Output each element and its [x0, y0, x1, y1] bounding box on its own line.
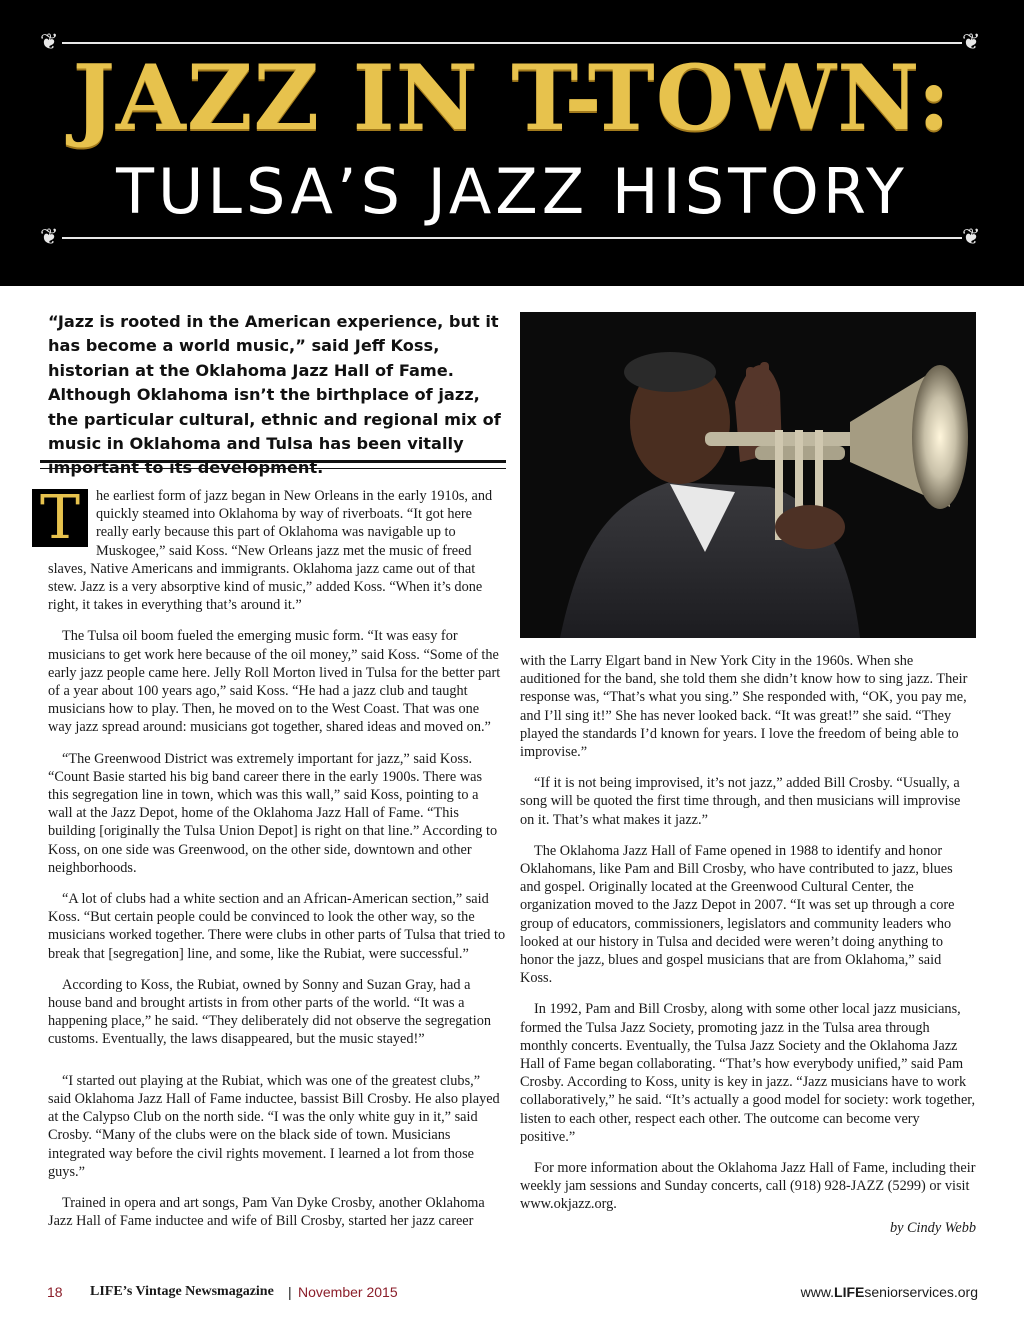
magazine-name: LIFE’s Vintage Newsmagazine [90, 1284, 274, 1299]
article-paragraph: Trained in opera and art songs, Pam Van Dyke Crosby, another Oklahoma Jazz Hall of Fame inductee and wife of Bill Crosby, started her jazz career [48, 1194, 485, 1230]
swirl-ornament-icon: ❦ [40, 30, 59, 55]
header-banner [0, 0, 1024, 286]
byline: by Cindy Webb [889, 1219, 976, 1236]
page-footer [0, 1284, 1024, 1304]
article-paragraph: “A lot of clubs had a white section and an African-American section,” said Koss. “But certain people could be convinced to look the other way, so the musicians worked together. There were clubs in other parts of Tulsa that tried to break that [segregation] line, and some, like the Rubiat, were successful.” [48, 891, 506, 962]
drop-cap: T [32, 489, 88, 547]
article-column-right [520, 652, 976, 1237]
trumpet-player-photo [520, 312, 976, 638]
top-ornament-rule [62, 42, 962, 44]
article-paragraph: “The Greenwood District was extremely important for jazz,” said Koss. “Count Basie started his big band career there in the early 1900s. There was this segregation line in town, which was this wall,” said Koss, pointing to a wall at the Jazz Depot, home of the Oklahoma Jazz Hall of Fame. “This building [originally the Tulsa Union Depot] is right on that line.” According to Koss, on one side was Greenwood, on the other side, downtown and other neighborhoods. [48, 750, 498, 876]
article-paragraph: T he earliest form of jazz began in New Orleans in the early 1910s, and quickly steamed into Oklahoma by way of riverboats. “It got here really early because this part of Oklahoma was navigable up to Muskogee,” said Koss. “New Orleans jazz met the music of freed slaves, Native Americans and immigrants. Oklahoma jazz came out of that stew. Jazz is a very absorptive kind of music,” added Koss. “When it’s done right, it takes in everything that’s around it.” [48, 487, 506, 614]
issue-date: November 2015 [298, 1284, 398, 1300]
website-link[interactable]: www.LIFEseniorservices.org [800, 1284, 978, 1300]
page-number: 18 [47, 1284, 63, 1300]
page-subtitle: TULSA’S JAZZ HISTORY [116, 155, 908, 228]
footer-separator: | [288, 1284, 292, 1300]
article-paragraph: The Oklahoma Jazz Hall of Fame opened in 1988 to identify and honor Oklahomans, like Pam and Bill Crosby, who have contributed to jazz, blues and gospel. Originally located at the Greenwood Cultural Center, the organization moved to the Jazz Depot in 2007. “It was set up through a core group of educators, commissioners, legislators and community leaders who looked at our history in Tulsa and decided were weren’t doing anything to honor the jazz, blues and gospel musicians that are from Oklahoma,” said Koss. [520, 842, 955, 987]
article-paragraph: with the Larry Elgart band in New York City in the 1960s. When she auditioned for the band, she told them she didn’t know how to sing jazz. Their response was, “That’s what you sing.” She responded with, “OK, you pay me, and I’ll sing it!” She has never looked back. “It was great!” she said. “They played the standards I’d known for years. I love the freedom of being able to improvise.” [520, 653, 968, 761]
swirl-ornament-icon: ❦ [962, 30, 981, 55]
article-paragraph: “If it is not being improvised, it’s not jazz,” added Bill Crosby. “Usually, a song will be quoted the first time through, and then musicians will improvise on it. That’s what makes it jazz.” [520, 775, 961, 828]
intro-divider [40, 460, 506, 469]
article-paragraph: According to Koss, the Rubiat, owned by Sonny and Suzan Gray, had a house band and brought artists in from other parts of the world. “It was a happening place,” he said. “They deliberately did not observe the segregation customs. Eventually, the laws disappeared, but the music stayed!” [48, 976, 492, 1048]
bottom-ornament-rule [62, 237, 962, 239]
trumpet-player-icon [520, 312, 976, 638]
article-column-left [39, 483, 506, 1243]
article-paragraph: “I started out playing at the Rubiat, which was one of the greatest clubs,” said Oklahoma Jazz Hall of Fame inductee, bassist Bill Crosby. He also played at the Calypso Club on the north side. “I was the only white guy in it,” said Crosby. “Many of the clubs were on the black side of town. Musicians integrated way before the civil rights movement. I learned a lot from those guys.” [48, 1072, 500, 1180]
swirl-ornament-icon: ❦ [40, 225, 59, 250]
article-paragraph: In 1992, Pam and Bill Crosby, along with some other local jazz musicians, formed the Tulsa Jazz Society, promoting jazz in the Tulsa area through monthly concerts. Eventually, the Tulsa Jazz Society and the Oklahoma Jazz Hall of Fame began collaborating. “That’s how everybody unified,” said Pam Crosby. According to Koss, unity is key in jazz. “Jazz musicians have to work collaboratively,” he said. “It’s actually a good model for society: work together, listen to each other, respect each other. The outcome can become very positive.” [520, 1001, 976, 1145]
article-paragraph: The Tulsa oil boom fueled the emerging music form. “It was easy for musicians to get work here because of the oil money,” said Koss. “Some of the early jazz people came here. Jelly Roll Morton lived in Tulsa for the better part of a year about 100 years ago,” said Koss. “He had a jazz club and taught musicians how to play. Then, he moved on to the West Coast. That was one way jazz spread around: musicians got together, shared ideas and moved on.” [48, 628, 501, 736]
intro-paragraph: “Jazz is rooted in the American experience, but it has become a world music,” said Jeff Koss, historian at the Oklahoma Jazz Hall of Fame. Although Oklahoma isn’t the birthplace of jazz, the particular cultural, ethnic and regional mix of music in Oklahoma and Tulsa has been vitally important to its development. [48, 312, 501, 478]
swirl-ornament-icon: ❦ [962, 225, 981, 250]
page-title: JAZZ IN T-TOWN: [72, 45, 952, 151]
article-paragraph: For more information about the Oklahoma Jazz Hall of Fame, including their weekly jam sessions and Sunday concerts, call (918) 928-JAZZ (5299) or visit www.okjazz.org. [520, 1160, 976, 1213]
